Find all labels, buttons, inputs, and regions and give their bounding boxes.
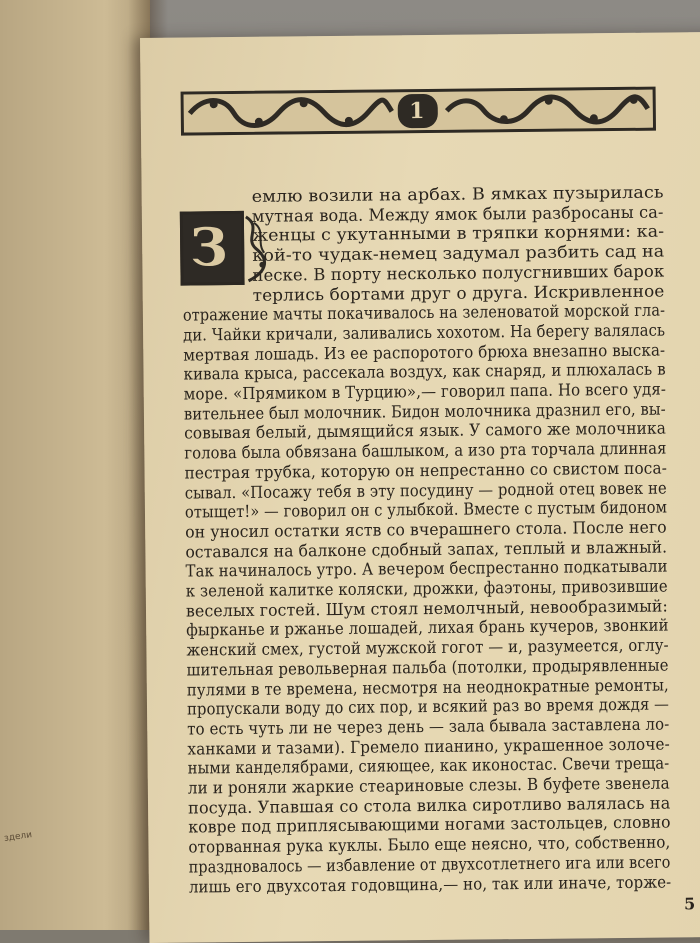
text-line: терлись бортами друг о друга. Искривленное bbox=[252, 281, 665, 305]
text-line: вительнее был молочник. Бидон молочника дразнил его, вы- bbox=[183, 399, 666, 424]
text-line: праздновалось — избавление от двухсотлетнего ига или всего bbox=[188, 852, 671, 877]
text-line: кивала крыса, рассекала воздух, как снаряд, и плюхалась в bbox=[183, 359, 666, 384]
text-line: кой-то чудак-немец задумал разбить сад на bbox=[252, 241, 665, 265]
text-line: ди. Чайки кричали, заливались хохотом. На берегу валялась bbox=[183, 320, 666, 345]
text-line: женский смех, густой мужской гогот — и, разумеется, оглу- bbox=[186, 635, 669, 660]
text-line: Так начиналось утро. А вечером беспрестанно подкатывали bbox=[185, 556, 668, 581]
drop-cap-letter: З bbox=[189, 217, 229, 279]
text-line: ли и роняли жаркие стеариновые слезы. В буфете звенела bbox=[187, 773, 670, 798]
text-line: емлю возили на арбах. В ямках пузырилась bbox=[251, 182, 664, 206]
text-line: море. «Прямиком в Турцию»,— говорил папа. Но всего удя- bbox=[183, 379, 667, 404]
text-line: совывая белый, дымящийся язык. У самого же молочника bbox=[184, 418, 666, 443]
text-line: пестрая трубка, которую он непрестанно со свистом посa- bbox=[184, 458, 668, 483]
text-line: пулями в те времена, несмотря на неоднократные ремонты, bbox=[186, 674, 669, 700]
text-line: ковре под приплясывающими ногами застольцев, словно bbox=[188, 812, 671, 837]
text-line: отыщет!» — говорил он с улыбкой. Вместе с пустым бидоном bbox=[184, 497, 668, 522]
text-line: женцы с укутанными в тряпки корнями: ка- bbox=[251, 221, 665, 246]
text-line: веселых гостей. Шум стоял немолчный, невообразимый: bbox=[185, 596, 668, 621]
text-line: мертвая лошадь. Из ее распоротого брюха внезапно выска- bbox=[183, 340, 666, 365]
page-number: 5 bbox=[683, 894, 696, 914]
text-line: шительная револьверная пальба (потолки, продырявленные bbox=[186, 655, 669, 680]
text-line: посуда. Упавшая со стола вилка сиротливо валялась на bbox=[187, 793, 671, 818]
drop-cap-box bbox=[180, 211, 245, 286]
text-line: лишь его двухсотая годовщина,— но, так или иначе, торже- bbox=[188, 871, 672, 897]
text-line: оторванная рука куклы. Было еще неясно, что, собственно, bbox=[188, 832, 671, 857]
text-line: пропускали воду до сих пор, и всякий раз во время дождя — bbox=[186, 694, 670, 719]
text-line: фырканье и ржанье лошадей, лихая брань кучеров, звонкий bbox=[186, 615, 669, 640]
chapter-headpiece-ornament bbox=[181, 87, 656, 136]
text-line: сывал. «Посажу тебя в эту посудину — родной отец вовек не bbox=[184, 478, 667, 503]
left-page-text-fragment: здели bbox=[3, 830, 33, 844]
text-line: то есть чуть ли не через день — зала бывала заставлена ло- bbox=[187, 714, 670, 739]
text-line: голова была обвязана башлыком, а изо рта торчала длинная bbox=[184, 438, 667, 463]
text-line: мутная вода. Между ямок были разбросаны са- bbox=[251, 202, 664, 226]
book-page bbox=[140, 32, 700, 943]
text-line: к зеленой калитке коляски, дрожки, фаэтоны, привозившие bbox=[185, 576, 668, 601]
text-line: песке. В порту несколько полусгнивших барок bbox=[252, 261, 665, 285]
text-line: ными канделябрами, сияющее, как иконостас. Свечи треща- bbox=[187, 753, 670, 778]
chapter-number: 1 bbox=[408, 98, 425, 125]
text-line: отражение мачты покачивалось на зеленоватой морской гла- bbox=[182, 300, 666, 325]
text-line: он уносил остатки яств со вчерашнего стола. После него bbox=[185, 517, 667, 542]
text-line: оставался на балконе сдобный запах, теплый и влажный. bbox=[185, 537, 668, 562]
text-line: ханками и тазами). Гремело пианино, украшенное золоче- bbox=[187, 734, 670, 759]
